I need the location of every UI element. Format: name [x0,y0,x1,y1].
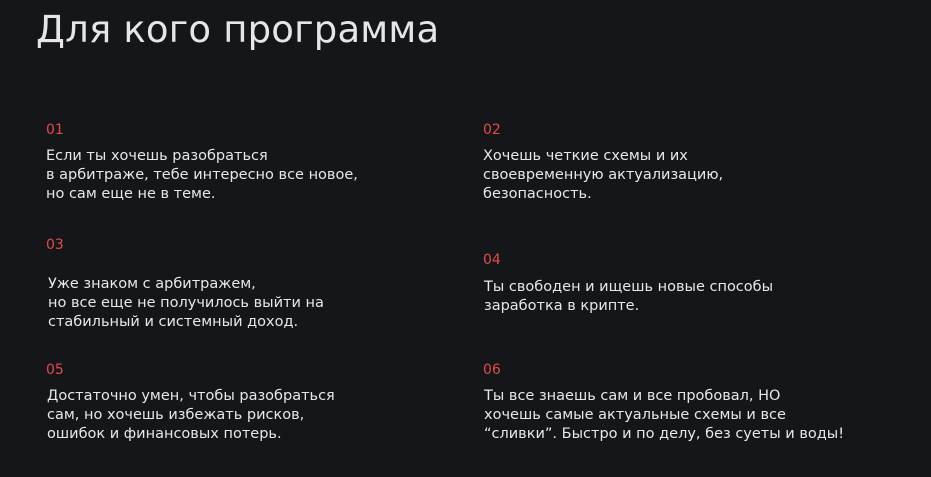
item-number: 02 [483,122,501,138]
audience-item-05 [46,361,446,444]
item-number: 04 [483,252,501,268]
item-number: 05 [46,362,64,378]
page-title: Для кого программа [36,8,440,51]
item-description: Если ты хочешь разобраться в арбитраже, тебе интересно все новое, но сам еще не в теме. [46,148,358,202]
item-number: 06 [483,362,501,378]
audience-item-03 [46,236,446,332]
item-description: Хочешь четкие схемы и их своевременную актуализацию, безопасность. [483,148,724,202]
audience-item-02 [483,121,883,204]
item-number: 01 [46,122,64,138]
item-description: Достаточно умен, чтобы разобраться сам, но хочешь избежать рисков, ошибок и финансовых потерь. [47,388,335,442]
audience-item-01 [46,121,446,204]
item-description: Ты свободен и ищешь новые способы заработка в крипте. [484,279,774,314]
audience-item-06 [483,361,883,444]
item-number: 03 [46,237,64,253]
item-description: Уже знаком с арбитражем, но все еще не получилось выйти на стабильный и системный доход. [48,276,324,330]
audience-item-04 [483,251,883,316]
item-description: Ты все знаешь сам и все пробовал, НО хочешь самые актуальные схемы и все “сливки”. Быстро и по делу, без суеты и воды! [484,388,845,442]
